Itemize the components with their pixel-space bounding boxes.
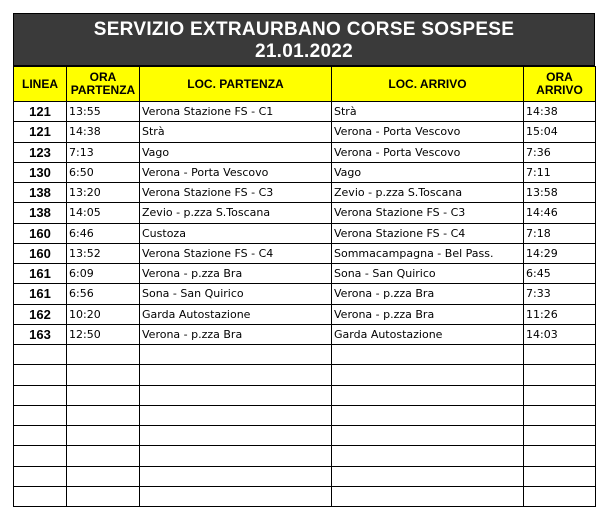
cell-ora-partenza [67,426,140,446]
cell-loc-partenza: Custoza [140,223,332,243]
cell-loc-arrivo: Zevio - p.zza S.Toscana [332,183,524,203]
cell-loc-arrivo: Verona Stazione FS - C4 [332,223,524,243]
table-row [14,466,596,486]
header-loc-arrivo: LOC. ARRIVO [332,67,524,102]
cell-ora-partenza: 6:46 [67,223,140,243]
cell-ora-arrivo: 15:04 [524,122,596,142]
header-ora-arrivo: ORA ARRIVO [524,67,596,102]
cell-loc-partenza [140,466,332,486]
header-loc-partenza: LOC. PARTENZA [140,67,332,102]
cell-ora-partenza: 10:20 [67,304,140,324]
cell-loc-partenza [140,345,332,365]
cell-ora-arrivo [524,426,596,446]
cell-loc-partenza: Verona Stazione FS - C4 [140,243,332,263]
cell-loc-arrivo [332,446,524,466]
cell-loc-arrivo: Strà [332,102,524,122]
cell-linea: 121 [14,122,67,142]
cell-linea: 160 [14,223,67,243]
cell-loc-partenza [140,486,332,506]
table-row [14,405,596,425]
cell-loc-arrivo: Garda Autostazione [332,324,524,344]
cell-loc-arrivo [332,426,524,446]
cell-loc-partenza: Verona - Porta Vescovo [140,162,332,182]
cell-ora-partenza [67,365,140,385]
cell-loc-partenza: Strà [140,122,332,142]
table-row [14,203,596,223]
cell-linea: 160 [14,243,67,263]
table-row [14,284,596,304]
cell-ora-arrivo [524,466,596,486]
cell-linea: 161 [14,264,67,284]
cell-linea: 161 [14,284,67,304]
cell-ora-arrivo: 7:36 [524,142,596,162]
table-row [14,264,596,284]
cell-ora-arrivo [524,345,596,365]
cell-ora-arrivo [524,486,596,506]
cell-loc-partenza [140,365,332,385]
cell-loc-partenza: Zevio - p.zza S.Toscana [140,203,332,223]
table-row [14,385,596,405]
cell-ora-partenza [67,345,140,365]
cell-ora-arrivo: 14:29 [524,243,596,263]
cell-loc-partenza [140,385,332,405]
cell-loc-arrivo [332,365,524,385]
cell-linea [14,446,67,466]
cell-ora-partenza [67,405,140,425]
cell-ora-partenza [67,466,140,486]
cell-loc-arrivo [332,486,524,506]
cell-loc-partenza: Verona Stazione FS - C1 [140,102,332,122]
cell-ora-arrivo: 7:33 [524,284,596,304]
cell-linea [14,385,67,405]
table-row [14,102,596,122]
cell-loc-partenza [140,446,332,466]
cell-linea: 138 [14,203,67,223]
cell-loc-arrivo: Verona - Porta Vescovo [332,142,524,162]
title-block [13,13,595,66]
cell-loc-arrivo [332,466,524,486]
cell-ora-partenza: 6:56 [67,284,140,304]
cell-loc-partenza: Sona - San Quirico [140,284,332,304]
cell-loc-arrivo [332,405,524,425]
table-row [14,446,596,466]
table-row [14,304,596,324]
cell-ora-partenza: 12:50 [67,324,140,344]
header-ora-partenza: ORA PARTENZA [67,67,140,102]
cell-linea [14,365,67,385]
table-row [14,243,596,263]
title-date: 21.01.2022 [254,41,354,62]
cell-linea [14,405,67,425]
cell-linea: 130 [14,162,67,182]
cell-ora-partenza: 13:20 [67,183,140,203]
title-line-1: SERVIZIO EXTRAURBANO CORSE SOSPESE [93,19,515,40]
cell-ora-arrivo: 14:03 [524,324,596,344]
cell-ora-arrivo [524,385,596,405]
cell-loc-arrivo: Verona - Porta Vescovo [332,122,524,142]
cell-linea [14,345,67,365]
cell-linea [14,466,67,486]
cell-ora-arrivo [524,446,596,466]
table-row [14,183,596,203]
cell-loc-partenza: Garda Autostazione [140,304,332,324]
cell-ora-arrivo: 7:11 [524,162,596,182]
cell-ora-partenza: 14:38 [67,122,140,142]
cell-ora-partenza: 7:13 [67,142,140,162]
cell-ora-arrivo [524,365,596,385]
cell-linea: 162 [14,304,67,324]
cell-linea: 163 [14,324,67,344]
cell-loc-partenza: Verona - p.zza Bra [140,264,332,284]
table-row [14,345,596,365]
table-row [14,365,596,385]
cell-loc-arrivo: Vago [332,162,524,182]
cell-loc-arrivo: Verona - p.zza Bra [332,304,524,324]
table-row [14,162,596,182]
cell-loc-arrivo: Sona - San Quirico [332,264,524,284]
cell-ora-arrivo: 6:45 [524,264,596,284]
cell-ora-arrivo: 14:38 [524,102,596,122]
cell-ora-arrivo: 14:46 [524,203,596,223]
cell-linea: 121 [14,102,67,122]
cell-linea: 138 [14,183,67,203]
cell-loc-arrivo [332,385,524,405]
cell-loc-partenza: Verona - p.zza Bra [140,324,332,344]
cell-loc-partenza: Vago [140,142,332,162]
table-row [14,122,596,142]
cell-ora-arrivo [524,405,596,425]
cell-loc-partenza: Verona Stazione FS - C3 [140,183,332,203]
cell-loc-partenza [140,426,332,446]
table-row [14,426,596,446]
cell-ora-arrivo: 13:58 [524,183,596,203]
cell-loc-arrivo: Sommacampagna - Bel Pass. [332,243,524,263]
cell-linea: 123 [14,142,67,162]
cell-ora-partenza: 13:55 [67,102,140,122]
cell-ora-arrivo: 7:18 [524,223,596,243]
suspended-trips-table [13,66,596,507]
cell-linea [14,486,67,506]
cell-loc-arrivo: Verona Stazione FS - C3 [332,203,524,223]
cell-ora-arrivo: 11:26 [524,304,596,324]
cell-ora-partenza [67,385,140,405]
cell-loc-arrivo [332,345,524,365]
cell-linea [14,426,67,446]
table-row [14,324,596,344]
cell-ora-partenza: 6:09 [67,264,140,284]
cell-ora-partenza [67,486,140,506]
cell-ora-partenza: 14:05 [67,203,140,223]
cell-ora-partenza: 13:52 [67,243,140,263]
schedule-sheet [13,13,595,507]
header-row [14,67,596,102]
table-row [14,142,596,162]
cell-ora-partenza [67,446,140,466]
cell-ora-partenza: 6:50 [67,162,140,182]
header-linea: LINEA [14,67,67,102]
table-row [14,486,596,506]
cell-loc-arrivo: Verona - p.zza Bra [332,284,524,304]
cell-loc-partenza [140,405,332,425]
table-row [14,223,596,243]
